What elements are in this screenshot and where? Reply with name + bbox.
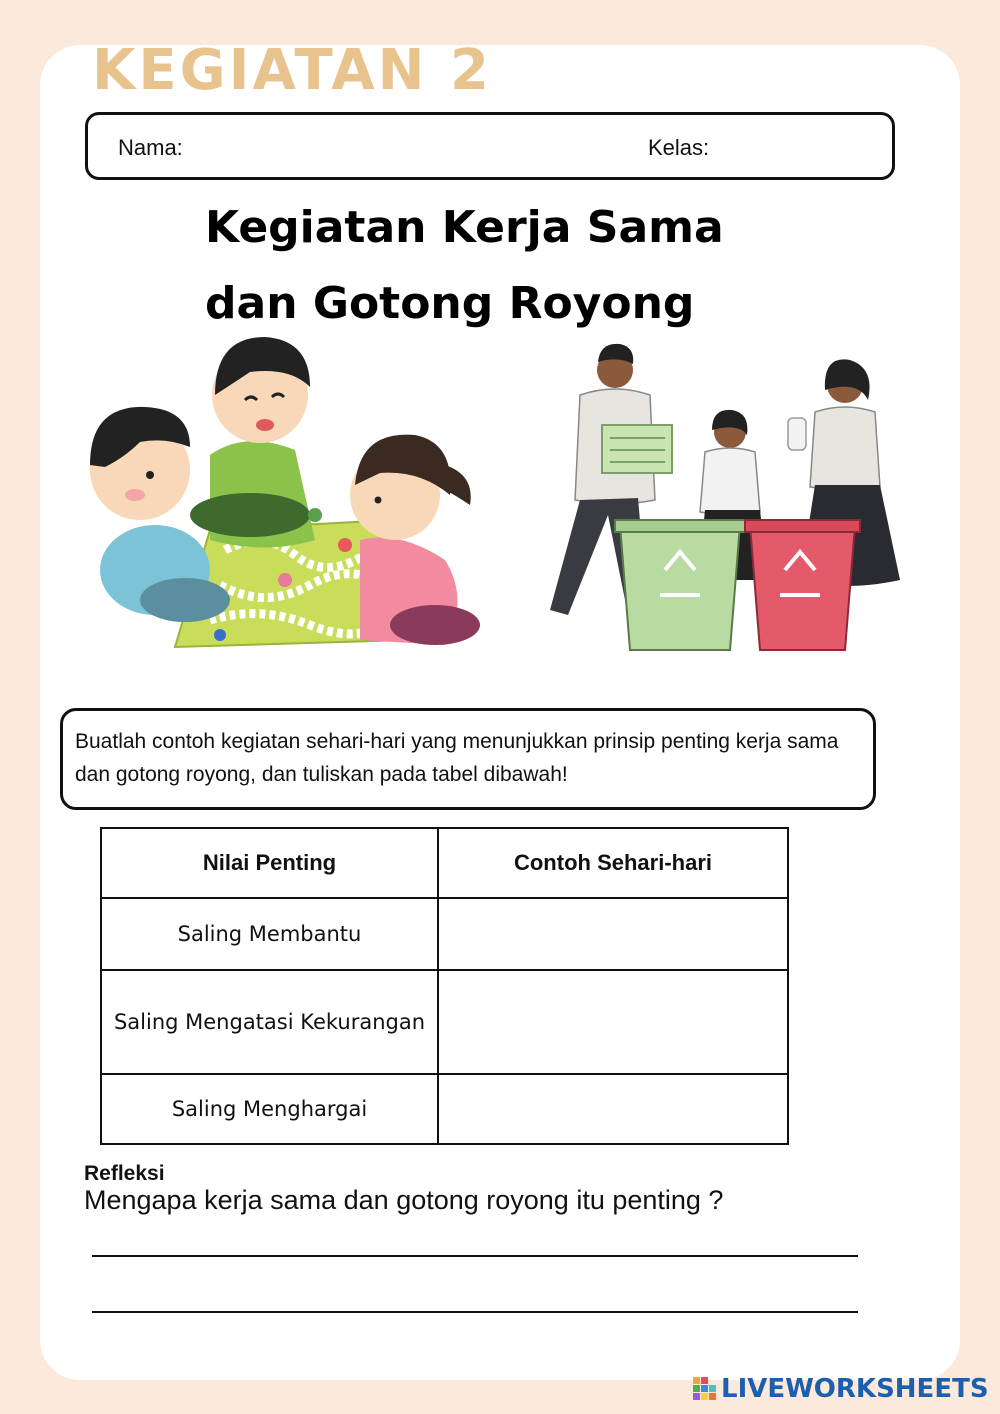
table-row: [101, 970, 788, 1074]
page-title: [205, 190, 845, 342]
instruction-box: Buatlah contoh kegiatan sehari-hari yang menunjukkan prinsip penting kerja sama dan gotong royong, dan tuliskan pada tabel dibawah!: [60, 708, 876, 810]
name-label: Nama:: [118, 135, 183, 160]
table-row: [101, 1074, 788, 1144]
value-cell: Saling Membantu: [101, 898, 438, 970]
example-answer-cell[interactable]: [438, 1074, 788, 1144]
liveworksheets-logo-icon: [692, 1376, 718, 1402]
title-line-1: Kegiatan Kerja Sama: [205, 202, 724, 253]
title-line-2: dan Gotong Royong: [205, 278, 695, 329]
brand-name: LIVEWORKSHEETS: [721, 1374, 989, 1404]
example-answer-cell[interactable]: [438, 898, 788, 970]
answer-line-2[interactable]: [92, 1311, 858, 1313]
values-table: [100, 827, 789, 1145]
table-header-row: [101, 828, 788, 898]
value-cell: Saling Menghargai: [101, 1074, 438, 1144]
table-row: [101, 898, 788, 970]
value-cell: Saling Mengatasi Kekurangan: [101, 970, 438, 1074]
family-recycling-illustration: [540, 340, 910, 660]
reflection-title: Refleksi: [84, 1162, 165, 1185]
student-info-box: [85, 112, 895, 180]
example-answer-cell[interactable]: [438, 970, 788, 1074]
liveworksheets-logo: [692, 1374, 989, 1404]
answer-line-1[interactable]: [92, 1255, 858, 1257]
header-nilai-penting: Nilai Penting: [101, 828, 438, 898]
header-contoh-sehari-hari: Contoh Sehari-hari: [438, 828, 788, 898]
kids-board-game-illustration: [60, 335, 490, 655]
class-label: Kelas:: [648, 135, 710, 160]
activity-label: KEGIATAN 2: [92, 38, 492, 103]
reflection-question: Mengapa kerja sama dan gotong royong itu penting ?: [84, 1185, 724, 1215]
